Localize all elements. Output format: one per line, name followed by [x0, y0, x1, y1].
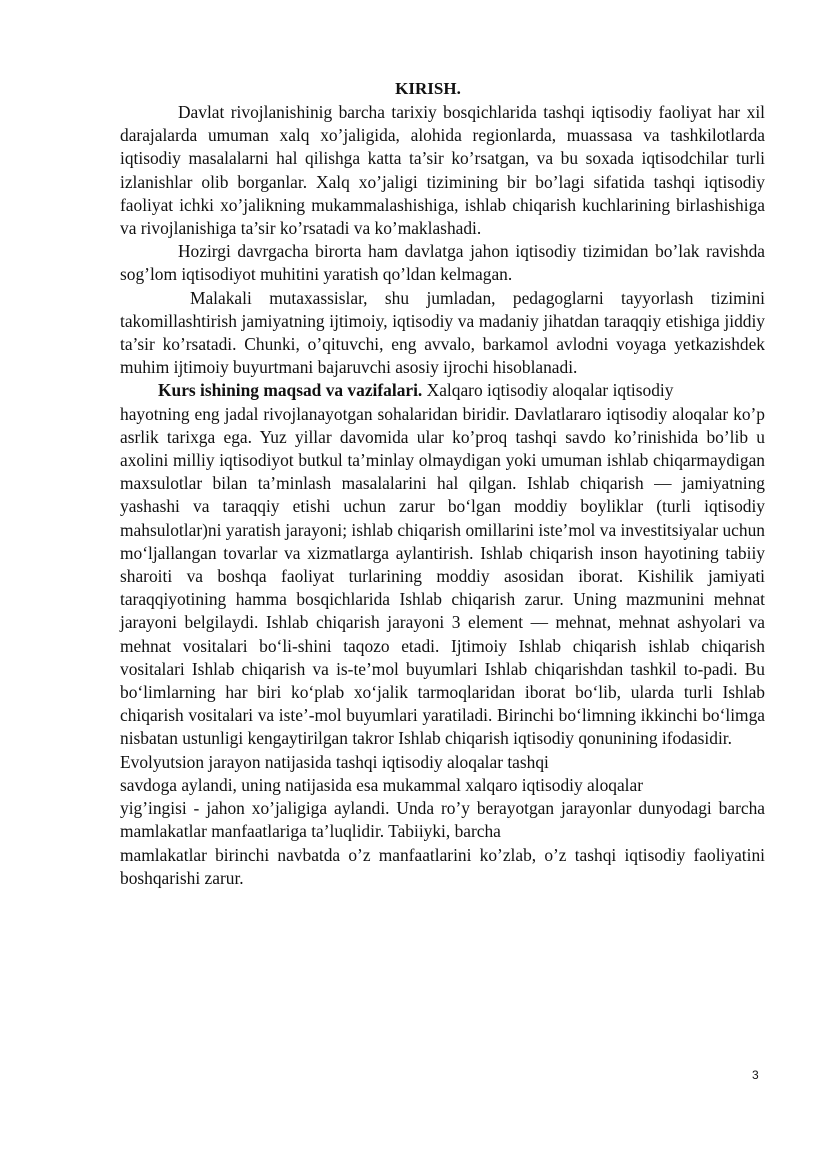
page-title: KIRISH.: [395, 79, 461, 98]
page-number: 3: [752, 1068, 759, 1082]
aims-heading-line: [120, 379, 765, 402]
aims-lead: Kurs ishining maqsad va vazifalari.: [158, 380, 423, 401]
paragraph-3: Malakali mutaxassislar, shu jumladan, pedagoglarni tayyorlash tizimini takomillashtirish jamiyatning ijtimoiy, iqtisodiy va madaniy jihatdan taraqqiy etishiga jiddiy ta’sir ko’rsatadi. Chunki, o’qituvchi, eng avvalo, barkamol avlodni voyaga yetkazishdek muhim ijtimoiy buyurtmani bajaruvchi asosiy ijrochi hisoblanadi.: [120, 287, 765, 378]
evolution-line-2: savdoga aylandi, uning natijasida esa mukammal xalqaro iqtisodiy aloqalar: [120, 774, 644, 795]
aims-first-line: Xalqaro iqtisodiy aloqalar iqtisodiy: [422, 380, 674, 401]
aims-paragraph: hayotning eng jadal rivojlanayotgan sohalaridan biridir. Davlatlararo iqtisodiy aloqalar ko’p asrlik tarixga ega. Yuz yillar davomida ular ko’proq tashqi savdo ko’rinishida bo’lib u axolini milliy iqtisodiyot butkul ta’minlay olmaydigan yoki umuman ishlab chiqarmaydigan maxsulotlar bilan ta’minlash masalalarini hal qilgan. Ishlab chiqarish — jamiyatning yashashi va taraqqiy etishi uchun zarur bo‘lgan moddiy boyliklar (turli iqtisodiy mahsulotlar)ni yaratish jarayoni; ishlab chiqarish omillarini iste’mol va investitsiyalar uchun mo‘ljallangan tovarlar va xizmatlarga aylantirish. Ishlab chiqarish inson hayotining tabiiy sharoiti va boshqa faoliyat turlarining moddiy asosidan iborat. Kishilik jamiyati taraqqiyotining hamma bosqichlarida Ishlab chiqarish zarur. Uning mazmunini mehnat jarayoni belgilaydi. Ishlab chiqarish jarayoni 3 element — mehnat, mehnat ashyolari va mehnat vositalari bo‘li-shini taqozo etadi. Ijtimoiy Ishlab chiqarish ishlab chiqarish vositalari Ishlab chiqarish va is-te’mol buyumlari Ishlab chiqarishdan tashkil to-padi. Bu bo‘limlarning har biri ko‘plab xo‘jalik tarmoqlaridan iborat bo‘lib, ularda turli Ishlab chiqarish vositalari va iste’-mol buyumlari yaratiladi. Birinchi bo‘limning ikkinchi bo‘limga nisbatan ustunligi kengaytirilgan takror Ishlab chiqarish iqtisodiy qonunining ifodasidir.: [120, 403, 765, 749]
evolution-paragraph: yig’ingisi - jahon xo’jaligiga aylandi. Unda ro’y berayotgan jarayonlar dunyodagi barcha mamlakatlar manfaatlariga ta’luqlidir. Tabiiyki, barcha: [120, 798, 765, 842]
paragraph-2: Hozirgi davrgacha birorta ham davlatga jahon iqtisodiy tizimidan bo’lak ravishda sog’lom iqtisodiyot muhitini yaratish qo’ldan kelmagan.: [120, 241, 765, 285]
final-paragraph: mamlakatlar birinchi navbatda o’z manfaatlarini ko’zlab, o’z tashqi iqtisodiy faoliyatini boshqarishi zarur.: [120, 844, 765, 888]
document-body: [120, 101, 765, 890]
paragraph-1: Davlat rivojlanishinig barcha tarixiy bosqichlarida tashqi iqtisodiy faoliyat har xil darajalarda umuman xalq xo’jaligida, alohida regionlarda, muassasa va tashkilotlarda iqtisodiy masalalarni hal qilishga katta ta’sir ko’rsatgan, va bu soxada iqtisodchilar turli izlanishlar olib borganlar. Xalq xo’jaligi tizimining bir bo’lagi sifatida tashqi iqtisodiy faoliyat ichki xo’jalikning mukammalashishiga, ishlab chiqarish kuchlarining birlashishiga va rivojlanishiga ta’sir ko’rsatadi va ko’maklashadi.: [120, 102, 765, 239]
evolution-line-1: Evolyutsion jarayon natijasida tashqi iqtisodiy aloqalar tashqi: [120, 751, 549, 772]
